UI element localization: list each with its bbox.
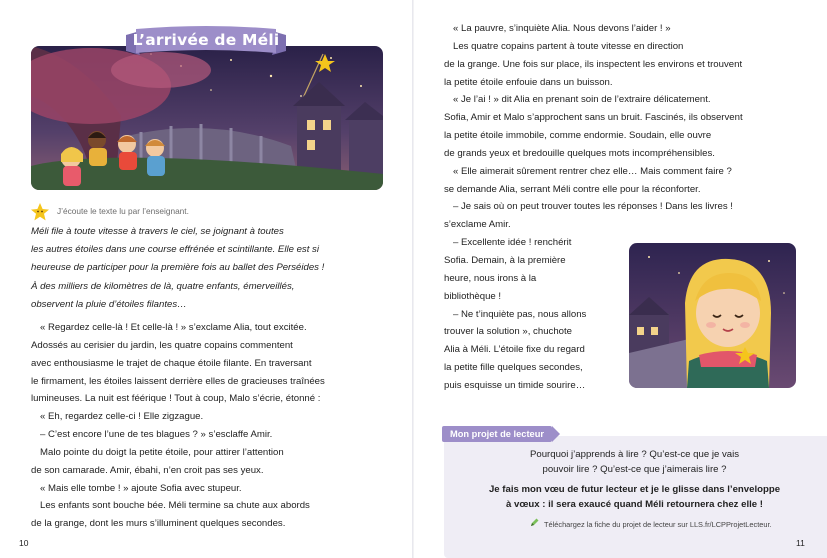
text-line: puis esquisse un timide sourire… — [444, 379, 586, 391]
text-line: – Ne t’inquiète pas, nous allons — [453, 308, 587, 320]
listen-note-text: J’écoute le texte lu par l’enseignant. — [57, 206, 189, 216]
text-line: Malo pointe du doigt la petite étoile, pour attirer l’attention — [40, 446, 284, 458]
text-line: bibliothèque ! — [444, 290, 502, 302]
text-line: trouver la solution », chuchote — [444, 326, 572, 338]
text-line: de grands yeux et bredouille quelques mots incompréhensibles. — [444, 147, 715, 159]
text-line: « Je l’ai ! » dit Alia en prenant soin de l’extraire délicatement. — [453, 94, 711, 106]
project-instruction: à vœux : il sera exaucé quand Méli retournera chez elle ! — [506, 499, 763, 510]
text-line: Alia à Méli. L’étoile fixe du regard — [444, 344, 585, 356]
text-line: la petite étoile enfouie dans un buisson. — [444, 76, 613, 88]
text-line: « Elle aimerait sûrement rentrer chez elle… Mais comment faire ? — [453, 165, 732, 177]
text-line: le firmament, les étoiles laissent derrière elles de gracieuses traînées — [31, 375, 325, 387]
intro-paragraph — [31, 223, 391, 314]
alia-meli-illustration — [629, 243, 796, 388]
text-line: de son camarade. Amir, ébahi, n’en croit pas ses yeux. — [31, 464, 264, 476]
text-line: Adossés au cerisier du jardin, les quatre copains commentent — [31, 339, 293, 351]
story-text-left — [31, 319, 401, 533]
download-link-text[interactable]: Téléchargez la fiche du projet de lecteur sur LLS.fr/LCPProjetLecteur. — [544, 520, 772, 529]
text-line: « Mais elle tombe ! » ajoute Sofia avec stupeur. — [40, 482, 242, 494]
text-line: Sofia. Demain, à la première — [444, 254, 566, 266]
text-line: se demande Alia, serrant Méli contre elle pour la réconforter. — [444, 183, 701, 195]
text-line: heure, nous irons à la — [444, 272, 537, 284]
title-ribbon — [126, 25, 286, 61]
intro-line: Méli file à toute vitesse à travers le ciel, se joignant à toutes — [31, 226, 284, 237]
page-title: L’arrivée de Méli — [132, 31, 280, 49]
project-instruction: Je fais mon vœu de futur lecteur et je le glisse dans l’enveloppe — [488, 484, 781, 495]
pencil-icon — [530, 518, 539, 527]
text-line: de la grange. Une fois sur place, ils inspectent les environs et trouvent — [444, 58, 743, 70]
text-line: de la grange, dont les murs s’illuminent quelques secondes. — [31, 518, 286, 530]
page-number: 10 — [19, 538, 29, 548]
text-line: lumineuses. La nuit est féérique ! Tout à coup, Malo s’écrie, étonné : — [31, 393, 321, 405]
download-note[interactable] — [530, 518, 772, 529]
text-line: Les quatre copains partent à toute vitesse en direction — [453, 40, 684, 52]
text-line: – Excellente idée ! renchérit — [453, 237, 572, 249]
text-line: Sofia, Amir et Malo s’approchent sans un bruit. Fascinés, ils observent — [444, 112, 743, 124]
text-line: « La pauvre, s’inquiète Alia. Nous devons l’aider ! » — [453, 23, 671, 34]
project-tab: Mon projet de lecteur — [442, 426, 552, 442]
intro-line: observent la pluie d’étoiles filantes… — [31, 298, 187, 310]
project-question: pouvoir lire ? Qu’est-ce que j’aimerais lire ? — [542, 464, 727, 475]
text-line: Les enfants sont bouche bée. Méli termine sa chute aux abords — [40, 500, 310, 512]
intro-line: À des milliers de kilomètres de là, quatre enfants, émerveillés, — [31, 280, 295, 292]
text-line: – Je sais où on peut trouver toutes les réponses ! Dans les livres ! — [453, 201, 733, 213]
left-page — [0, 0, 413, 558]
text-line: la petite étoile immobile, comme endormie. Soudain, elle ouvre — [444, 130, 712, 142]
page-number: 11 — [796, 538, 805, 548]
intro-line: heureuse de participer pour la première fois au ballet des Perséides ! — [31, 262, 325, 274]
text-line: s’exclame Amir. — [444, 219, 511, 231]
hero-illustration — [31, 46, 383, 190]
text-line: « Eh, regardez celle-ci ! Elle zigzague. — [40, 411, 204, 423]
text-line: la petite fille quelques secondes, — [444, 362, 583, 374]
intro-line: les autres étoiles dans une course effrénée et scintillante. Elle est si — [31, 244, 319, 256]
text-line: « Regardez celle-là ! Et celle-là ! » s’exclame Alia, tout excitée. — [40, 322, 307, 333]
text-line: avec enthousiasme le trajet de chaque étoile filante. En traversant — [31, 357, 312, 369]
text-line: – C’est encore l’une de tes blagues ? » s’esclaffe Amir. — [40, 429, 273, 441]
listen-note — [31, 203, 391, 219]
reader-project-box — [442, 426, 827, 558]
project-question: Pourquoi j’apprends à lire ? Qu’est-ce que je vais — [529, 449, 740, 460]
star-icon — [31, 203, 49, 221]
